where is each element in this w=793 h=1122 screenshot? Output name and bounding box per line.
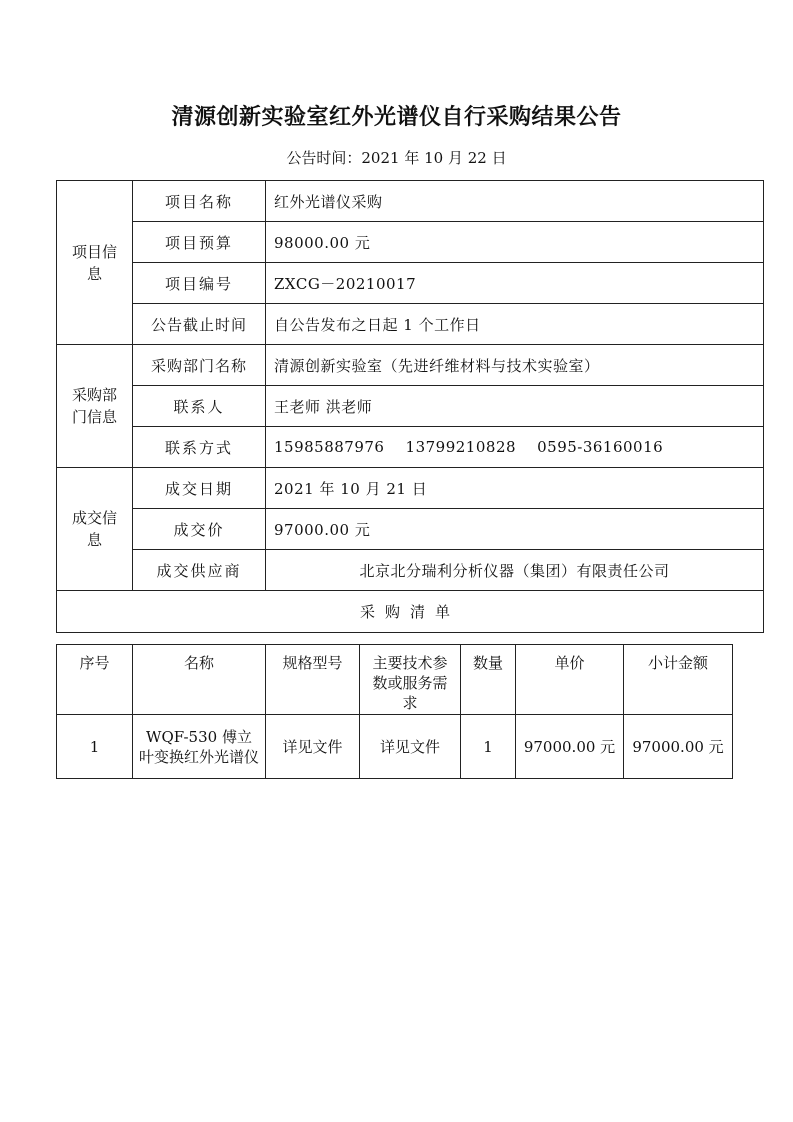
phone-label: 联系方式 — [133, 427, 266, 468]
row-index: 1 — [57, 715, 133, 779]
row-name: WQF-530 傅立叶变换红外光谱仪 — [133, 715, 266, 779]
dept-name-label: 采购部门名称 — [133, 345, 266, 386]
list-section-title: 采购清单 — [57, 591, 764, 633]
page-title: 清源创新实验室红外光谱仪自行采购结果公告 — [171, 104, 622, 130]
info-table — [56, 180, 764, 633]
header-spec: 规格型号 — [266, 645, 360, 715]
dept-group-label: 采购部门信息 — [57, 345, 133, 468]
phone: 15985887976 13799210828 0595-36160016 — [266, 427, 764, 468]
project-code: ZXCG－20210017 — [266, 263, 764, 304]
deal-date: 2021 年 10 月 21 日 — [266, 468, 764, 509]
header-quantity: 数量 — [461, 645, 516, 715]
project-code-label: 项目编号 — [133, 263, 266, 304]
project-budget-label: 项目预算 — [133, 222, 266, 263]
supplier-label: 成交供应商 — [133, 550, 266, 591]
header-index: 序号 — [57, 645, 133, 715]
announcement-date: 公告时间：2021 年 10 月 22 日 — [286, 149, 507, 167]
table-row — [57, 715, 733, 779]
table-header-row — [57, 645, 733, 715]
contact: 王老师 洪老师 — [266, 386, 764, 427]
project-group-label: 项目信息 — [57, 181, 133, 345]
purchase-list-table — [56, 644, 733, 779]
row-subtotal: 97000.00 元 — [624, 715, 733, 779]
row-requirements: 详见文件 — [360, 715, 461, 779]
row-unit-price: 97000.00 元 — [516, 715, 624, 779]
project-name-label: 项目名称 — [133, 181, 266, 222]
project-name: 红外光谱仪采购 — [266, 181, 764, 222]
dept-name: 清源创新实验室（先进纤维材料与技术实验室） — [266, 345, 764, 386]
header-subtotal: 小计金额 — [624, 645, 733, 715]
deadline-label: 公告截止时间 — [133, 304, 266, 345]
project-budget: 98000.00 元 — [266, 222, 764, 263]
contact-label: 联系人 — [133, 386, 266, 427]
deadline: 自公告发布之日起 1 个工作日 — [266, 304, 764, 345]
deal-date-label: 成交日期 — [133, 468, 266, 509]
header-unit-price: 单价 — [516, 645, 624, 715]
deal-price-label: 成交价 — [133, 509, 266, 550]
supplier: 北京北分瑞利分析仪器（集团）有限责任公司 — [266, 550, 764, 591]
header-requirements: 主要技术参数或服务需求 — [360, 645, 461, 715]
row-spec: 详见文件 — [266, 715, 360, 779]
deal-price: 97000.00 元 — [266, 509, 764, 550]
deal-group-label: 成交信息 — [57, 468, 133, 591]
row-quantity: 1 — [461, 715, 516, 779]
header-name: 名称 — [133, 645, 266, 715]
